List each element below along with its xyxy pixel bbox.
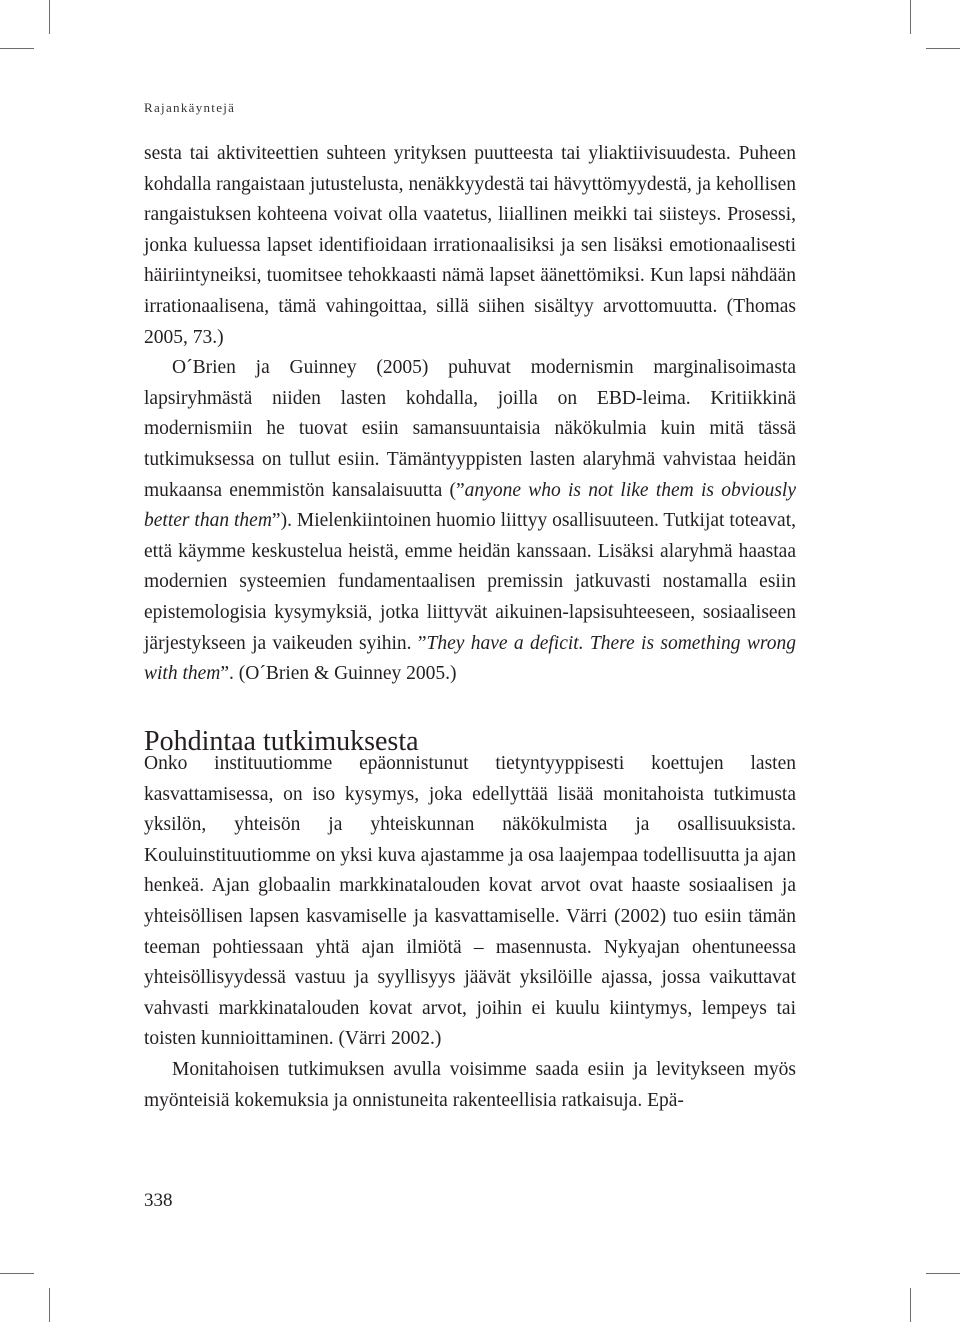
crop-mark (926, 1273, 960, 1274)
crop-mark (910, 0, 911, 34)
section-heading: Pohdintaa tutkimuksesta (144, 726, 419, 757)
italic-quote: They have a deficit. There is something wrong with them (144, 632, 796, 685)
page-number: 338 (144, 1190, 173, 1211)
text-span: ”). Mielenkiintoinen huomio liittyy osallisuuteen. Tutkijat toteavat, että käymme keskustelua heistä, emme heidän kanssaan. Lisäksi alaryhmä haastaa modernien systeemien fundamentaalisen premissin jatkuvasti nostamalla esiin epistemologisia kysymyksiä, jotka liittyvät aikuinen-lapsisuhteeseen, sosiaaliseen järjestykseen ja vaikeuden syihin. ” (144, 510, 796, 654)
text-span: ”. (O´Brien & Guinney 2005.) (220, 663, 457, 685)
crop-mark (0, 1273, 34, 1274)
crop-mark (49, 1288, 50, 1322)
paragraph: Onko instituutiomme epäonnistunut tietyntyyppisesti koettujen lasten kasvattamisessa, on iso kysymys, joka edellyttää lisää monitahoista tutkimusta yksilön, yhteisön ja yhteiskunnan näkökulmista ja osallisuuksista. Kouluinstituutiomme on yksi kuva ajastamme ja osa laajempaa todellisuutta ja ajan henkeä. Ajan globaalin markkinatalouden kovat arvot ovat haaste sosiaalisen ja yhteisöllisen lapsen kasvamiselle ja kasvattamiselle. Värri (2002) tuo esiin tämän teeman pohtiessaan yhtä ajan ilmiötä – masennusta. Nykyajan ohentuneessa yhteisöllisyydessä vastuu ja syyllisyys jäävät yksilöille ajassa, jossa vaikuttavat vahvasti markkinatalouden kovat arvot, joihin ei kuulu kiintymys, lempeys tai toisten kunnioittaminen. (Värri 2002.) (144, 753, 796, 1050)
section-1-text (144, 139, 796, 690)
crop-mark (910, 1288, 911, 1322)
italic-quote: anyone who is not like them is obviously better than them (144, 479, 796, 532)
text-span: O´Brien ja Guinney (2005) puhuvat modernismin marginalisoimasta lapsiryhmästä niiden lasten kohdalla, joilla on EBD-leima. Kritiikkinä modernismiin he tuovat esiin samansuuntaisia näkökulmia kuin mitä tässä tutkimuksessa on tullut esiin. Tämäntyyppisten lasten alaryhmä vahvistaa heidän mukaansa enemmistön kansalaisuutta (” (144, 357, 796, 501)
paragraph (144, 353, 796, 690)
paragraph: sesta tai aktiviteettien suhteen yrityksen puutteesta tai yliaktiivisuudesta. Puheen kohdalla rangaistaan jutustelusta, nenäkkyydestä tai hävyttömyydestä, ja kehollisen rangaistuksen kohteena voivat olla vaatetus, liiallinen meikki tai siisteys. Prosessi, jonka kuluessa lapset identifioidaan irrationaalisiksi ja sen lisäksi emotionaalisesti häiriintyneiksi, tuomitsee tehokkaasti nämä lapset äänettömiksi. Kun lapsi nähdään irrationaalisena, tämä vahingoittaa, sillä siihen sisältyy arvottomuutta. (Thomas 2005, 73.) (144, 143, 796, 348)
crop-mark (49, 0, 50, 34)
crop-mark (926, 48, 960, 49)
crop-mark (0, 48, 34, 49)
running-head: Rajankäyntejä (144, 100, 236, 115)
paragraph: Monitahoisen tutkimuksen avulla voisimme saada esiin ja levitykseen myös myönteisiä kokemuksia ja onnistuneita rakenteellisia ratkaisuja. Epä- (144, 1058, 796, 1111)
section-2-text (144, 749, 796, 1116)
